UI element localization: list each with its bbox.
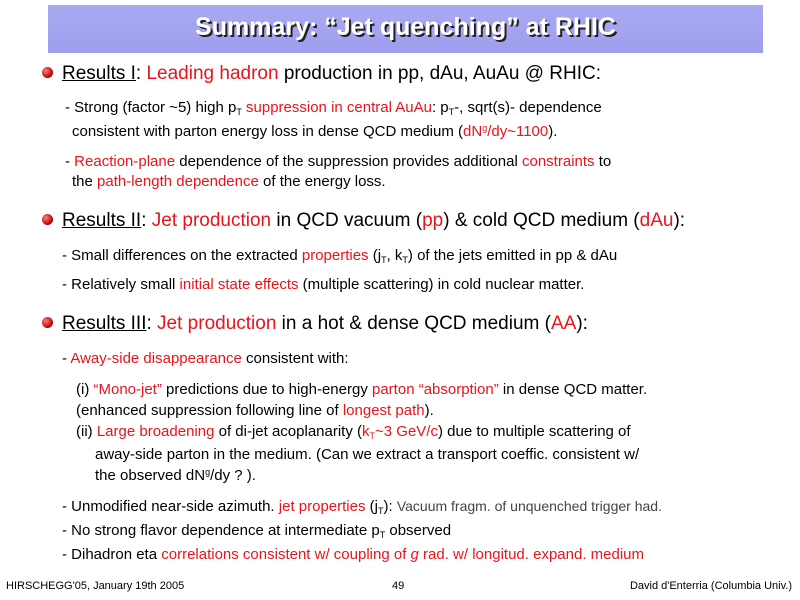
text: (j: [365, 498, 378, 515]
subscript: T: [379, 530, 386, 540]
text: of di-jet acoplanarity (: [214, 423, 363, 440]
page-number: 49: [392, 580, 405, 592]
results-2-heading: [42, 210, 685, 232]
results-3-line-7: [62, 498, 662, 516]
text: - Strong (factor ~5) high p: [65, 99, 237, 116]
heading-text: in a hot & dense QCD medium (: [276, 313, 551, 334]
heading-highlight: AA: [550, 313, 577, 334]
heading-text: ) & cold QCD medium (: [443, 210, 640, 231]
results-3-line-2: [76, 381, 647, 398]
text: - No strong flavor dependence at intermediate p: [62, 522, 380, 539]
heading-text: production in pp, dAu, AuAu @ RHIC:: [278, 63, 601, 84]
heading-text: in QCD vacuum (: [271, 210, 423, 231]
highlight: k: [362, 423, 370, 440]
text: consistent with parton energy loss in dense QCD medium (: [72, 123, 464, 140]
text: , k: [386, 247, 403, 264]
highlight: dN: [463, 123, 483, 140]
subscript: T: [377, 506, 384, 516]
results-3-line-8: [62, 522, 451, 540]
highlight-italic: g: [410, 546, 419, 563]
highlight: constraints: [522, 153, 595, 170]
text: of the energy loss.: [258, 173, 386, 190]
text: : p: [431, 99, 449, 116]
subscript: T: [369, 431, 376, 441]
text: ).: [424, 402, 434, 419]
title-bar: [48, 5, 763, 53]
heading-text: ):: [673, 210, 686, 231]
text: ).: [548, 123, 558, 140]
results-1-heading: [42, 63, 601, 85]
heading-text: ):: [576, 313, 588, 334]
text: - Unmodified near-side azimuth.: [62, 498, 279, 515]
text: - Small differences on the extracted: [62, 247, 302, 264]
highlight: parton “absorption”: [372, 381, 499, 398]
text: in dense QCD matter.: [498, 381, 648, 398]
highlight: suppression in central AuAu: [246, 99, 432, 116]
text: (enhanced suppression following line of: [76, 402, 343, 419]
text: consistent with:: [241, 350, 349, 367]
slide-title: Summary: “Jet quenching” at RHIC: [195, 13, 616, 41]
text: /dy ? ).: [210, 467, 256, 484]
highlight: Reaction-plane: [74, 153, 176, 170]
bullet-icon: [42, 214, 53, 225]
text: (ii): [76, 423, 97, 440]
highlight: Away-side disappearance: [70, 350, 242, 367]
highlight: properties: [301, 247, 369, 264]
text: the: [72, 173, 98, 190]
results-3-line-9: [62, 546, 644, 563]
text: -: [65, 153, 75, 170]
text: the observed dN: [95, 467, 206, 484]
text: (i): [76, 381, 94, 398]
results-3-heading: [42, 313, 588, 335]
text: ):: [383, 498, 397, 515]
text: to: [594, 153, 612, 170]
subscript: T: [448, 107, 455, 117]
footer-left: HIRSCHEGG'05, January 19th 2005: [6, 580, 185, 592]
text: - Relatively small: [62, 276, 180, 293]
superscript: g: [482, 123, 488, 133]
text: predictions due to high-energy: [161, 381, 372, 398]
results-1-label: Results I: [62, 63, 136, 84]
results-3-line-5: away-side parton in the medium. (Can we extract a transport coeffic. consistent w/: [95, 446, 640, 463]
highlight: correlations consistent w/ coupling of: [161, 546, 411, 563]
text: (multiple scattering) in cold nuclear matter.: [298, 276, 585, 293]
results-1-line-4: [72, 173, 386, 190]
text: ) due to multiple scattering of: [437, 423, 631, 440]
highlight: /dy~1100: [487, 123, 549, 140]
text: - Dihadron eta: [62, 546, 162, 563]
subscript: T: [236, 107, 242, 117]
text: -, sqrt(s)- dependence: [454, 99, 602, 116]
heading-highlight: pp: [422, 210, 444, 231]
results-1-line-2: [72, 123, 557, 140]
results-2-line-2: [62, 276, 584, 293]
results-3-line-4: [76, 423, 631, 441]
results-3-line-6: [95, 467, 256, 484]
highlight: initial state effects: [179, 276, 299, 293]
superscript: g: [205, 467, 211, 477]
results-3-line-1: [62, 350, 349, 367]
results-1-line-1: [65, 99, 602, 117]
results-3-line-3: [76, 402, 434, 419]
highlight: rad. w/ longitud. expand. medium: [418, 546, 644, 563]
subscript: T: [381, 255, 387, 265]
heading-highlight: Jet production: [151, 210, 272, 231]
text: (j: [368, 247, 382, 264]
text: dependence of the suppression provides additional: [175, 153, 522, 170]
highlight: jet properties: [278, 498, 366, 515]
highlight: longest path: [342, 402, 425, 419]
results-2-line-1: [62, 247, 617, 265]
text: Vacuum fragm. of unquenched trigger had.: [396, 498, 662, 514]
text: -: [62, 350, 71, 367]
highlight: Large broadening: [96, 423, 215, 440]
heading-colon: :: [141, 210, 152, 231]
heading-colon: :: [135, 63, 147, 84]
bullet-icon: [42, 317, 53, 328]
results-2-label: Results II: [62, 210, 142, 231]
subscript: T: [402, 255, 408, 265]
highlight: path-length dependence: [97, 173, 259, 190]
highlight: ~3 GeV/c: [375, 423, 438, 440]
results-1-line-3: [65, 153, 611, 170]
bullet-icon: [42, 67, 53, 78]
results-3-label: Results III: [62, 313, 147, 334]
heading-highlight: Jet production: [157, 313, 277, 334]
heading-highlight: Leading hadron: [146, 63, 279, 84]
heading-highlight: dAu: [639, 210, 674, 231]
text: observed: [385, 522, 452, 539]
footer-right: David d'Enterria (Columbia Univ.): [629, 580, 792, 592]
heading-colon: :: [146, 313, 158, 334]
text: ) of the jets emitted in pp & dAu: [407, 247, 618, 264]
highlight: “Mono-jet”: [93, 381, 162, 398]
